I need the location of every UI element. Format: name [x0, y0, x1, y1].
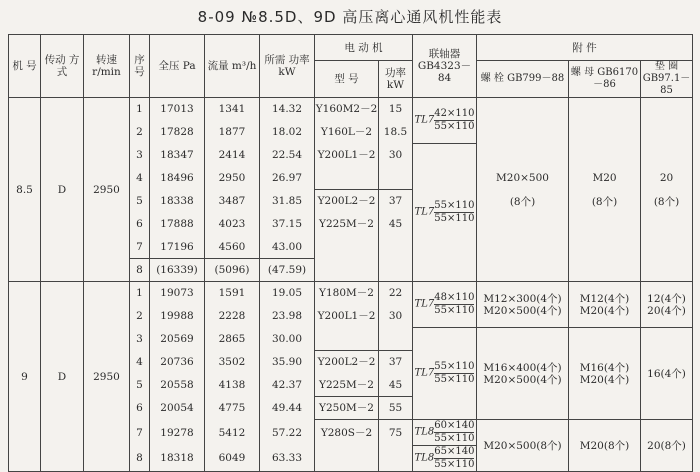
motor-kw-cell: 55 [379, 397, 413, 420]
seq-cell: 8 [130, 446, 150, 472]
coupling-type: TL7 [414, 367, 435, 379]
power-cell: 42.37 [260, 374, 315, 397]
power-cell: 43.00 [260, 236, 315, 259]
power-cell: 57.22 [260, 420, 315, 446]
coupling-cell [413, 328, 477, 420]
power-cell: 19.05 [260, 282, 315, 305]
coupling-top: 48×110 [434, 292, 475, 303]
bolt-cell [477, 328, 569, 420]
header-accessories: 附 件 [477, 35, 693, 61]
coupling-type: TL7 [414, 206, 435, 218]
motor-kw-cell: 45 [379, 213, 413, 282]
coupling-type: TL7 [414, 114, 435, 126]
seq-cell: 1 [130, 282, 150, 305]
motor-model-cell: Y225M－2 [315, 213, 379, 282]
power-cell: 23.98 [260, 305, 315, 328]
coupling-bottom: 55×110 [434, 459, 475, 470]
nut-count: (8个) [591, 195, 618, 208]
coupling-type: TL7 [414, 298, 435, 310]
power-cell: 31.85 [260, 190, 315, 213]
motor-kw-cell: 37 [379, 351, 413, 374]
nut-spec: M12(4个) [579, 292, 630, 305]
motor-model-cell: Y280S－2 [315, 420, 379, 446]
nut-spec: M20(4个) [579, 373, 630, 386]
power-cell: 30.00 [260, 328, 315, 351]
washer-count: (8个) [653, 195, 680, 208]
power-cell: 22.54 [260, 144, 315, 167]
power-cell: 49.44 [260, 397, 315, 420]
coupling-cell [413, 98, 477, 144]
motor-kw-cell [379, 446, 413, 472]
flow-cell: (5096) [205, 259, 260, 282]
nut-spec: M20(4个) [579, 304, 630, 317]
header-bolt: 螺 栓 GB799－88 [477, 61, 569, 98]
power-cell: 26.97 [260, 167, 315, 190]
washer-cell: 20(8个) [641, 420, 693, 472]
coupling-top: 42×110 [434, 108, 475, 119]
seq-cell: 5 [130, 374, 150, 397]
motor-model-cell: Y200L1－2 [315, 305, 379, 351]
nut-cell [569, 328, 641, 420]
seq-cell: 3 [130, 328, 150, 351]
seq-cell: 7 [130, 420, 150, 446]
flow-cell: 2228 [205, 305, 260, 328]
bolt-spec: M20×500(4个) [483, 304, 562, 317]
flow-cell: 6049 [205, 446, 260, 472]
table-row [9, 282, 693, 305]
coupling-bottom: 55×110 [434, 433, 475, 444]
flow-cell: 2865 [205, 328, 260, 351]
motor-model-cell: Y160L－2 [315, 121, 379, 144]
bolt-cell: M20×500(8个) [477, 420, 569, 472]
bolt-spec: M20×500(4个) [483, 373, 562, 386]
washer-spec: 20(4个) [647, 304, 686, 317]
flow-cell: 2950 [205, 167, 260, 190]
header-speed: 转速 r/min [84, 35, 130, 98]
nut-cell: M20(8个) [569, 420, 641, 472]
seq-cell: 5 [130, 190, 150, 213]
power-cell: 63.33 [260, 446, 315, 472]
coupling-top: 60×140 [434, 420, 475, 431]
flow-cell: 4775 [205, 397, 260, 420]
pressure-cell: 20558 [150, 374, 205, 397]
pressure-cell: 18318 [150, 446, 205, 472]
machine-no: 9 [9, 282, 41, 472]
header-machine-no: 机 号 [9, 35, 41, 98]
flow-cell: 5412 [205, 420, 260, 446]
motor-kw-cell: 45 [379, 374, 413, 397]
motor-model-cell: Y180M－2 [315, 282, 379, 305]
washer-cell [641, 282, 693, 328]
coupling-bottom: 55×110 [434, 374, 475, 385]
coupling-top: 65×140 [434, 446, 475, 457]
flow-cell: 4560 [205, 236, 260, 259]
seq-cell: 2 [130, 121, 150, 144]
coupling-type: TL8 [414, 426, 435, 438]
coupling-top: 55×110 [434, 200, 475, 211]
coupling-top: 55×110 [434, 361, 475, 372]
coupling-bottom: 55×110 [434, 213, 475, 224]
motor-kw-cell: 18.5 [379, 121, 413, 144]
coupling-type: TL8 [414, 452, 435, 464]
pressure-cell: 19073 [150, 282, 205, 305]
flow-cell: 3487 [205, 190, 260, 213]
power-cell: 35.90 [260, 351, 315, 374]
seq-cell: 4 [130, 167, 150, 190]
flow-cell: 4023 [205, 213, 260, 236]
motor-model-cell: Y200L1－2 [315, 144, 379, 190]
nut-cell [569, 282, 641, 328]
drive-type: D [41, 98, 84, 282]
seq-cell: 6 [130, 397, 150, 420]
flow-cell: 2414 [205, 144, 260, 167]
motor-model-cell: Y200L2－2 [315, 190, 379, 213]
motor-model-cell: Y250M－2 [315, 397, 379, 420]
bolt-cell [477, 98, 569, 282]
page-title: 8-09 №8.5D、9D 高压离心通风机性能表 [197, 8, 503, 26]
motor-model-cell: Y160M2－2 [315, 98, 379, 121]
header-power-required: 所需 功率 kW [260, 35, 315, 98]
seq-cell: 2 [130, 305, 150, 328]
power-cell: 37.15 [260, 213, 315, 236]
seq-cell: 8 [130, 259, 150, 282]
motor-kw-cell: 37 [379, 190, 413, 213]
power-cell: 18.02 [260, 121, 315, 144]
motor-kw-cell: 15 [379, 98, 413, 121]
coupling-cell [413, 420, 477, 446]
flow-cell: 1591 [205, 282, 260, 305]
power-cell: (47.59) [260, 259, 315, 282]
power-cell: 14.32 [260, 98, 315, 121]
speed-value: 2950 [84, 98, 130, 282]
header-motor: 电 动 机 [315, 35, 413, 61]
pressure-cell: 20054 [150, 397, 205, 420]
flow-cell: 3502 [205, 351, 260, 374]
pressure-cell: 20736 [150, 351, 205, 374]
pressure-cell: 17013 [150, 98, 205, 121]
motor-kw-cell: 22 [379, 282, 413, 305]
pressure-cell: 18347 [150, 144, 205, 167]
bolt-cell [477, 282, 569, 328]
pressure-cell: 20569 [150, 328, 205, 351]
seq-cell: 6 [130, 213, 150, 236]
coupling-bottom: 55×110 [434, 305, 475, 316]
flow-cell: 1341 [205, 98, 260, 121]
pressure-cell: 17888 [150, 213, 205, 236]
header-seq: 序 号 [130, 35, 150, 98]
header-flow: 流量 m³/h [205, 35, 260, 98]
motor-kw-cell: 30 [379, 144, 413, 190]
header-nut: 螺 母 GB6170－86 [569, 61, 641, 98]
motor-kw-cell: 75 [379, 420, 413, 446]
header-drive: 传动 方式 [41, 35, 84, 98]
header-motor-power: 功率 kW [379, 61, 413, 98]
coupling-bottom: 55×110 [434, 121, 475, 132]
drive-type: D [41, 282, 84, 472]
table-row [9, 98, 693, 121]
header-pressure: 全压 Pa [150, 35, 205, 98]
bolt-spec: M12×300(4个) [483, 292, 562, 305]
seq-cell: 7 [130, 236, 150, 259]
motor-kw-cell: 30 [379, 305, 413, 351]
seq-cell: 3 [130, 144, 150, 167]
performance-table [8, 34, 693, 472]
coupling-cell [413, 282, 477, 328]
pressure-cell: 19988 [150, 305, 205, 328]
nut-spec: M20 [592, 171, 617, 184]
motor-model-cell [315, 446, 379, 472]
pressure-cell: 19278 [150, 420, 205, 446]
nut-cell [569, 98, 641, 282]
speed-value: 2950 [84, 282, 130, 472]
pressure-cell: 18338 [150, 190, 205, 213]
coupling-cell [413, 446, 477, 472]
pressure-cell: 17828 [150, 121, 205, 144]
washer-cell: 16(4个) [641, 328, 693, 420]
pressure-cell: 17196 [150, 236, 205, 259]
pressure-cell: (16339) [150, 259, 205, 282]
header-washer: 垫 圈 GB97.1－85 [641, 61, 693, 98]
header-motor-model: 型 号 [315, 61, 379, 98]
washer-cell [641, 98, 693, 282]
washer-spec: 20 [659, 171, 674, 184]
machine-no: 8.5 [9, 98, 41, 282]
motor-model-cell: Y225M－2 [315, 374, 379, 397]
bolt-spec: M16×400(4个) [483, 361, 562, 374]
bolt-spec: M20×500 [496, 171, 549, 184]
header-coupling: 联轴器 GB4323－84 [413, 35, 477, 98]
washer-spec: 12(4个) [647, 292, 686, 305]
bolt-count: (8个) [509, 195, 536, 208]
motor-model-cell: Y200L2－2 [315, 351, 379, 374]
seq-cell: 4 [130, 351, 150, 374]
pressure-cell: 18496 [150, 167, 205, 190]
coupling-cell [413, 144, 477, 282]
seq-cell: 1 [130, 98, 150, 121]
flow-cell: 4138 [205, 374, 260, 397]
flow-cell: 1877 [205, 121, 260, 144]
nut-spec: M16(4个) [579, 361, 630, 374]
